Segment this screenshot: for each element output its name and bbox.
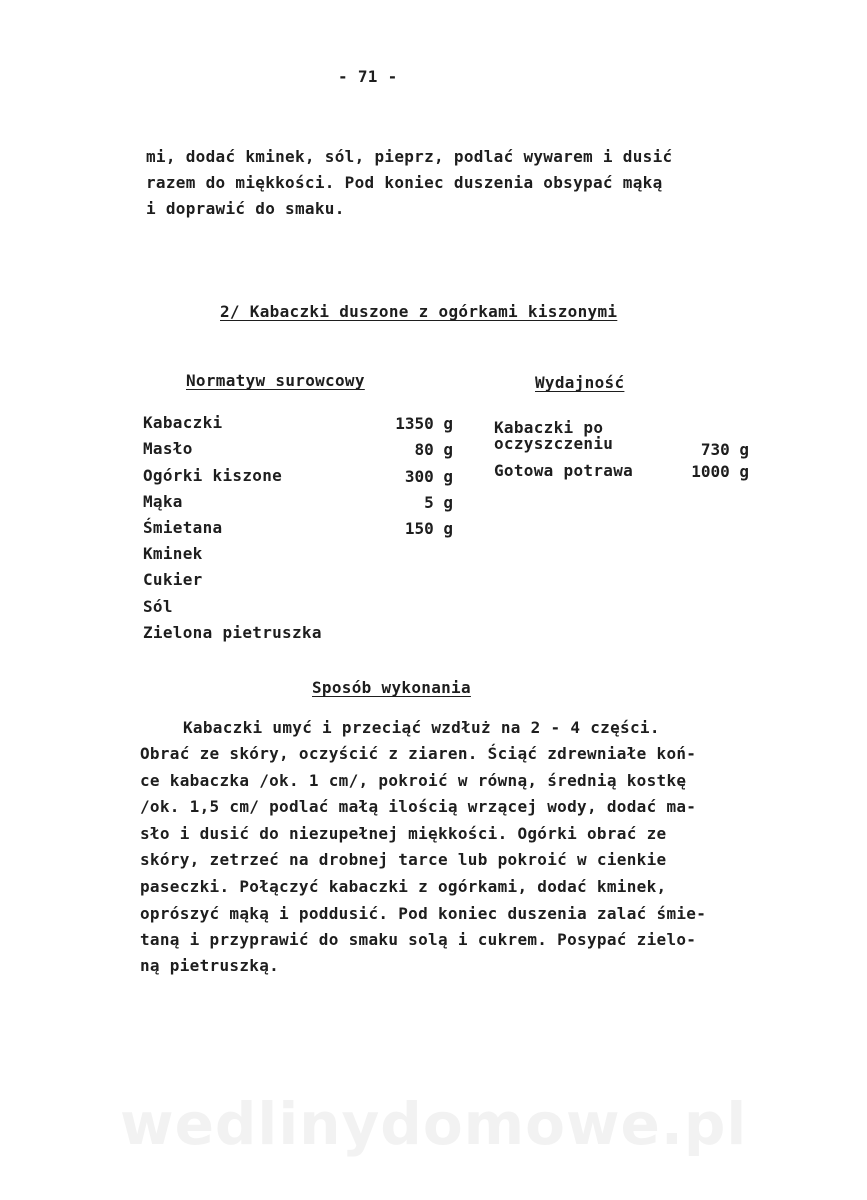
ingredient-name: Śmietana — [143, 518, 223, 537]
ingredient-name: Cukier — [143, 570, 203, 589]
ingredient-name: Kminek — [143, 544, 203, 563]
yield-name-cont: oczyszczeniu — [494, 434, 614, 453]
intro-line-1: mi, dodać kminek, sól, pieprz, podlać wywarem i dusić — [146, 147, 673, 166]
yield-qty: 730 g — [700, 440, 749, 459]
ingredient-name: Zielona pietruszka — [143, 623, 322, 642]
ingredient-name: Ogórki kiszone — [143, 466, 283, 485]
method-line: paseczki. Połączyć kabaczki z ogórkami, dodać kminek, — [140, 877, 667, 896]
recipe-title: 2/ Kabaczki duszone z ogórkami kiszonymi — [220, 302, 618, 321]
method-line: Kabaczki umyć i przeciąć wzdłuż na 2 - 4 części. — [183, 718, 660, 737]
ingredient-name: Mąka — [143, 492, 183, 511]
method-line: taną i przyprawić do smaku solą i cukrem. Posypać zielo- — [140, 930, 697, 949]
ingredient-name: Masło — [143, 439, 193, 458]
yield-heading: Wydajność — [535, 373, 625, 392]
intro-line-3: i doprawić do smaku. — [146, 199, 345, 218]
ingredient-qty: 80 g — [414, 440, 453, 459]
method-line: sło i dusić do niezupełnej miękkości. Ogórki obrać ze — [140, 824, 667, 843]
ingredients-heading: Normatyw surowcowy — [186, 371, 365, 390]
ingredient-qty: 300 g — [404, 467, 453, 486]
yield-name: Gotowa potrawa — [494, 461, 634, 480]
page-number: - 71 - — [338, 67, 398, 86]
ingredient-name: Kabaczki — [143, 413, 223, 432]
method-heading: Sposób wykonania — [312, 678, 471, 697]
method-line: ce kabaczka /ok. 1 cm/, pokroić w równą, średnią kostkę — [140, 771, 687, 790]
method-line: ną pietruszką. — [140, 956, 280, 975]
method-line: /ok. 1,5 cm/ podlać małą ilością wrzącej wody, dodać ma- — [140, 797, 697, 816]
ingredient-qty: 150 g — [404, 519, 453, 538]
method-line: Obrać ze skóry, oczyścić z ziaren. Ściąć zdrewniałe koń- — [140, 744, 697, 763]
yield-name: Kabaczki po — [494, 418, 604, 437]
method-line: skóry, zetrzeć na drobnej tarce lub pokroić w cienkie — [140, 850, 667, 869]
intro-line-2: razem do miękkości. Pod koniec duszenia obsypać mąką — [146, 173, 663, 192]
yield-qty: 1000 g — [691, 462, 749, 481]
method-line: oprószyć mąką i poddusić. Pod koniec duszenia zalać śmie- — [140, 904, 707, 923]
ingredient-qty: 5 g — [424, 493, 453, 512]
ingredient-name: Sól — [143, 597, 173, 616]
ingredient-qty: 1350 g — [395, 414, 453, 433]
watermark-text: wedlinydomowe.pl — [120, 1090, 748, 1158]
